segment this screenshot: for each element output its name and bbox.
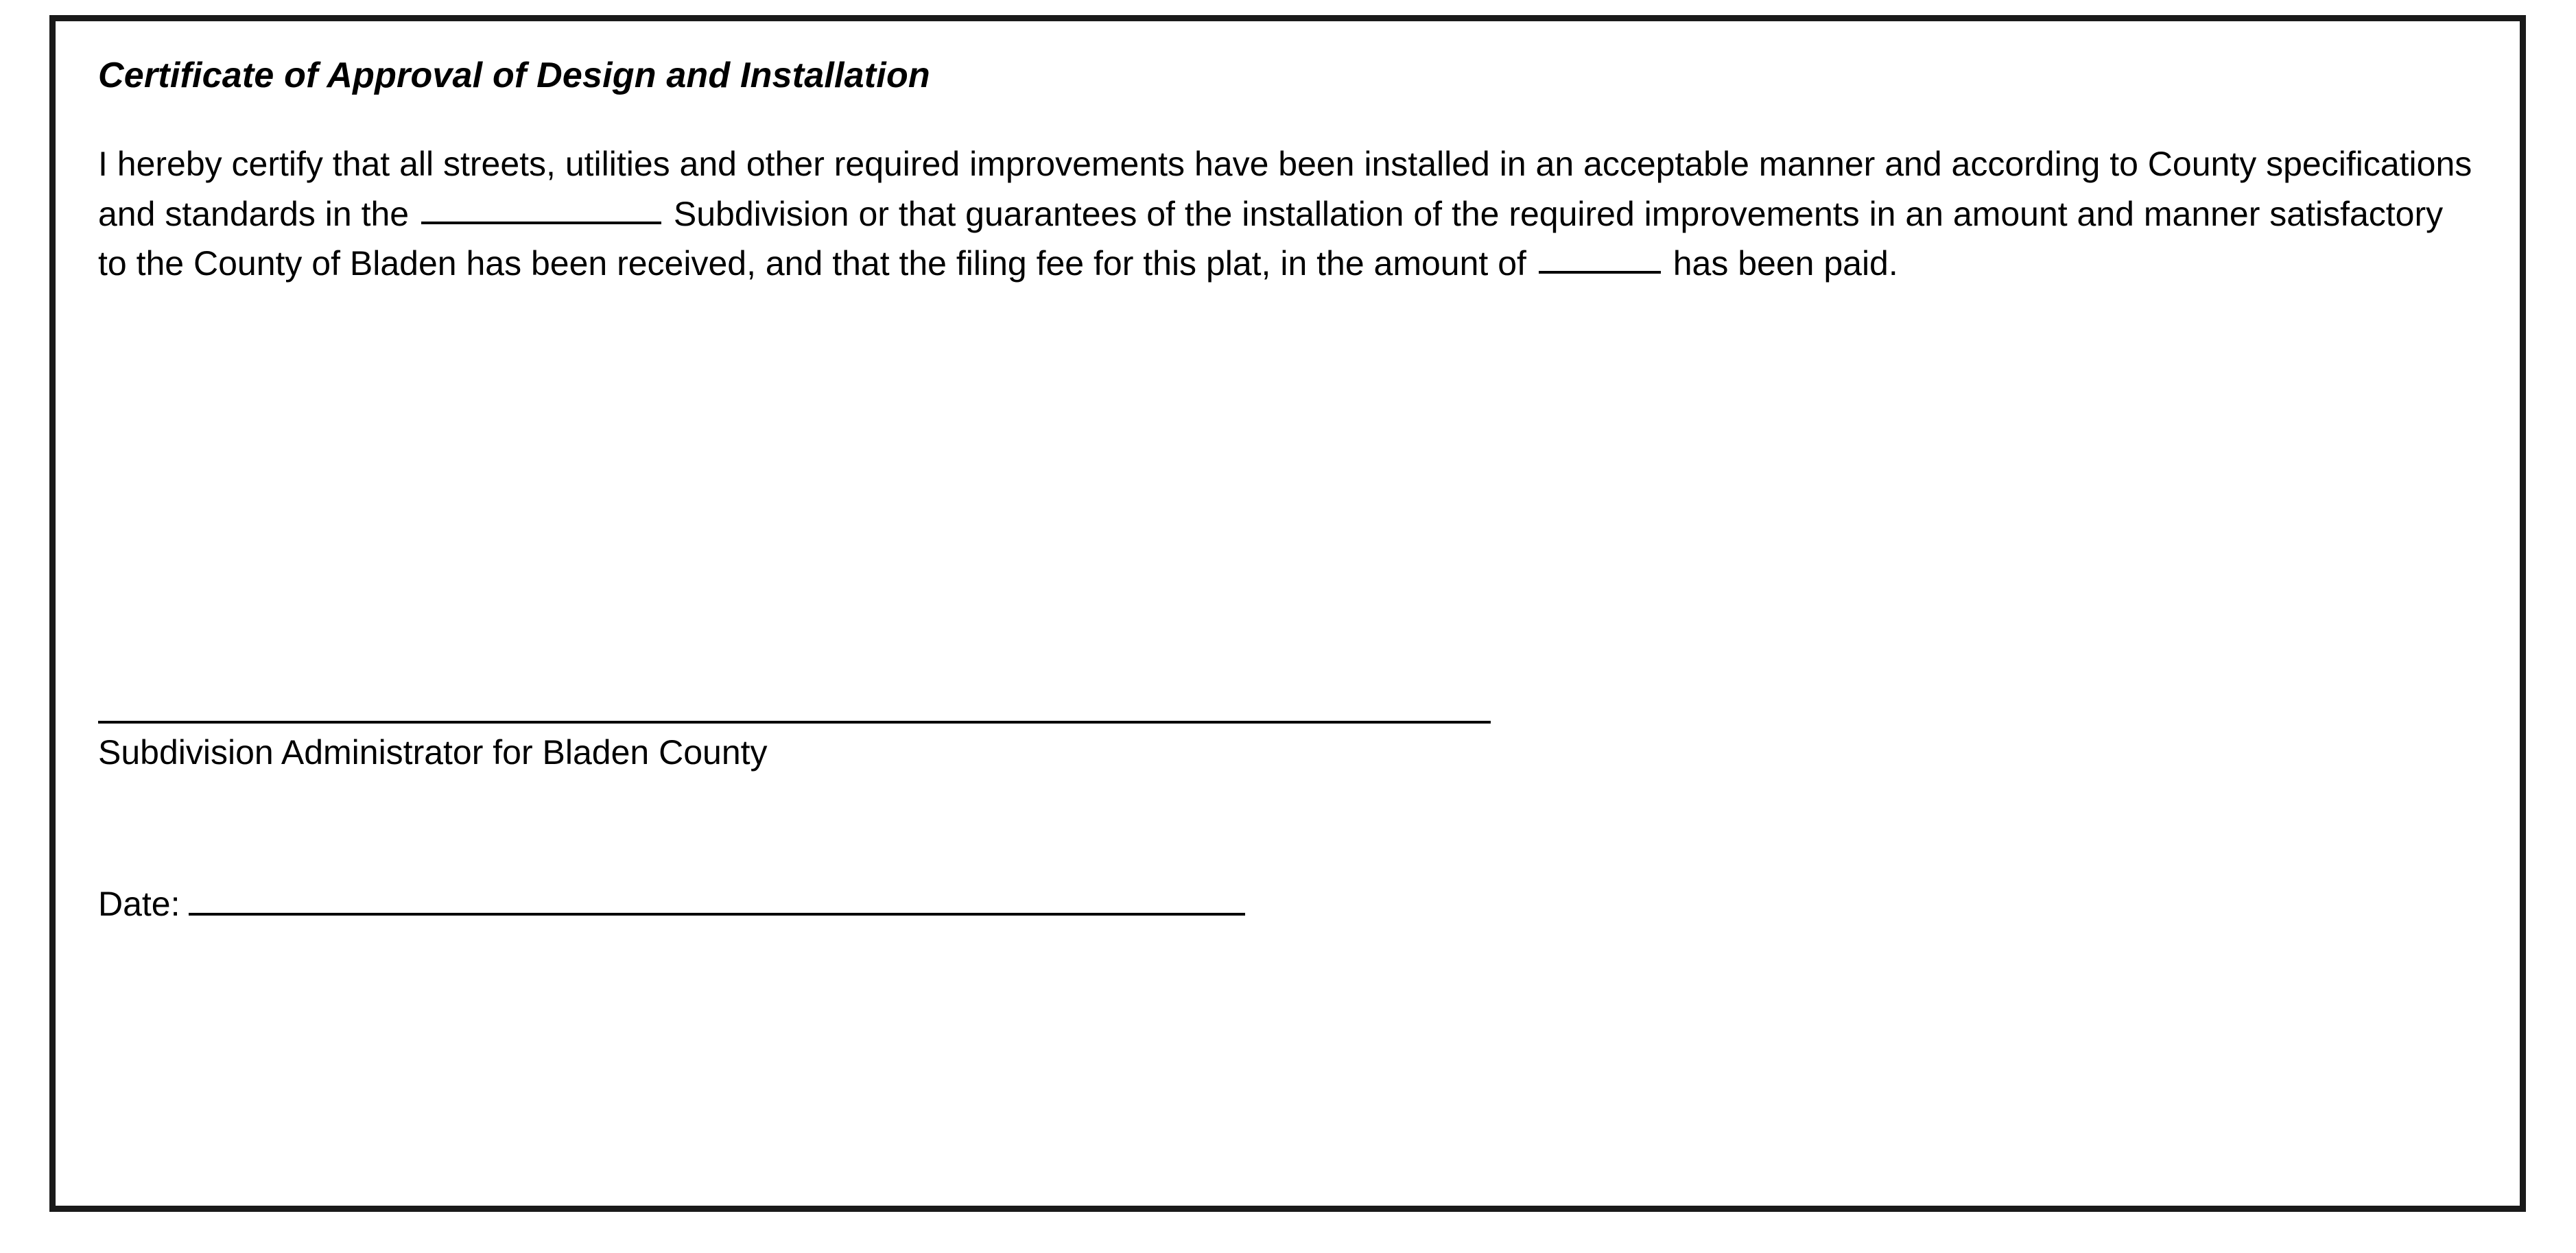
certificate-body-part-1: I hereby certify that all streets, utilities and other required improvements have been installed in an acceptable manner and according to County specifications and standards in the [98,145,2482,233]
filing-fee-amount-blank[interactable] [1539,271,1661,274]
certificate-content [56,21,2520,289]
date-block [98,882,1245,927]
date-label: Date: [98,885,180,923]
subdivision-name-blank[interactable] [421,222,661,224]
certificate-body [98,139,2482,289]
certificate-box [49,15,2526,1212]
signature-block [98,721,2431,775]
signature-label: Subdivision Administrator for Bladen County [98,733,768,772]
certificate-body-part-3: has been paid. [1663,244,1898,283]
certificate-body-part-2: Subdivision or that guarantees of the installation of the required improvements in an amount and manner satisfactory to the County of Bladen has been received, and that the filing fee for this plat, in the amount of [98,194,2453,283]
certificate-title: Certificate of Approval of Design and Installation [98,56,930,95]
signature-line[interactable] [98,721,1491,724]
date-line[interactable] [189,913,1245,916]
